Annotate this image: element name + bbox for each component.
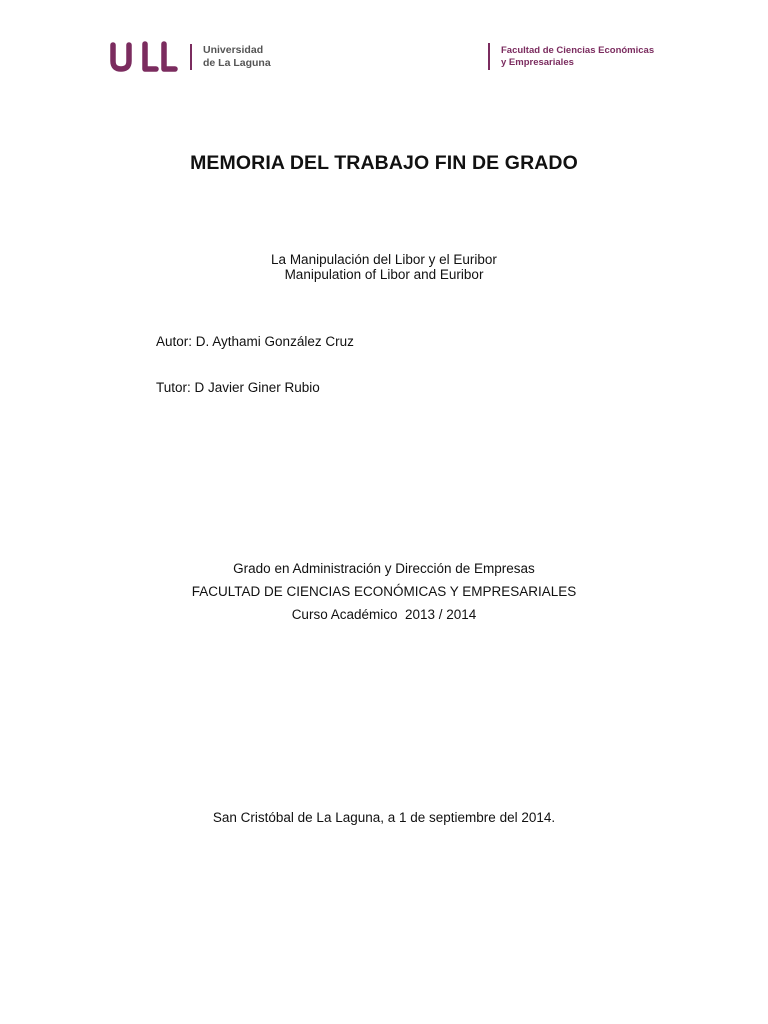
- faculty-logo-text: [501, 45, 654, 69]
- header-divider-right: [488, 43, 490, 70]
- degree-name: Grado en Administración y Dirección de Empresas: [233, 561, 535, 576]
- author-line: Autor: D. Aythami González Cruz: [156, 334, 354, 349]
- academic-year: Curso Académico 2013 / 2014: [291, 607, 477, 622]
- faculty-name: FACULTAD DE CIENCIAS ECONÓMICAS Y EMPRESARIALES: [191, 584, 577, 599]
- faculty-name-line-2: y Empresariales: [501, 57, 574, 68]
- university-name: [203, 44, 271, 70]
- subtitle-spanish: La Manipulación del Libor y el Euribor: [271, 252, 497, 267]
- header-divider-left: [190, 44, 192, 70]
- place-and-date: San Cristóbal de La Laguna, a 1 de septiembre del 2014.: [212, 810, 556, 825]
- subtitle-english: Manipulation of Libor and Euribor: [284, 267, 484, 282]
- university-name-line-1: Universidad: [203, 44, 264, 56]
- university-name-line-2: de La Laguna: [203, 57, 271, 69]
- document-title: MEMORIA DEL TRABAJO FIN DE GRADO: [190, 152, 578, 174]
- faculty-name-line-1: Facultad de Ciencias Económicas: [501, 45, 655, 56]
- tutor-line: Tutor: D Javier Giner Rubio: [156, 380, 320, 395]
- ull-logo: [108, 40, 180, 74]
